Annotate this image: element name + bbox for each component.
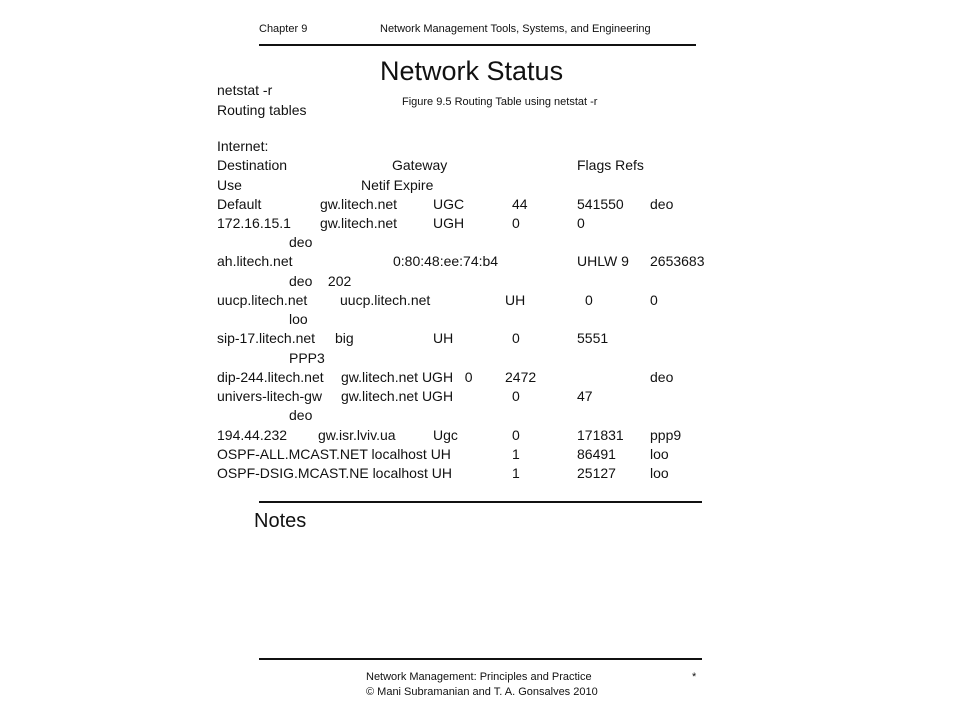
cell: 5551: [577, 330, 609, 346]
cell: deo: [289, 234, 313, 250]
header-rule: [259, 44, 696, 46]
cell: PPP3: [289, 350, 325, 366]
cell: UGC: [433, 196, 465, 212]
cell: OSPF-ALL.MCAST.NET localhost UH: [217, 446, 451, 462]
cell: dip-244.litech.net: [217, 369, 324, 385]
cell: UGH: [433, 215, 465, 231]
cell: ppp9: [650, 427, 682, 443]
internet-label: Internet:: [217, 138, 269, 154]
cell: UHLW 9: [577, 253, 629, 269]
cell: uucp.litech.net: [340, 292, 431, 308]
cell: Default: [217, 196, 262, 212]
cell: Ugc: [433, 427, 458, 443]
col-flags-refs: Flags Refs: [577, 157, 644, 173]
section-label: Network Management Tools, Systems, and Engineering: [380, 23, 651, 35]
command-label: netstat -r: [217, 82, 273, 98]
cell: gw.isr.lviv.ua: [318, 427, 396, 443]
cell: gw.litech.net: [320, 215, 398, 231]
subtitle-label: Routing tables: [217, 102, 307, 118]
notes-heading: Notes: [254, 510, 307, 532]
col-netif-expire: Netif Expire: [361, 177, 434, 193]
cell: UH: [433, 330, 454, 346]
cell: loo: [650, 465, 669, 481]
col-destination: Destination: [217, 157, 288, 173]
cell: gw.litech.net UGH: [341, 388, 454, 404]
figure-caption: Figure 9.5 Routing Table using netstat -r: [402, 96, 598, 108]
notes-top-rule: [259, 501, 702, 503]
cell: 0: [512, 330, 520, 346]
col-use: Use: [217, 177, 242, 193]
cell: 171831: [577, 427, 624, 443]
chapter-label: Chapter 9: [259, 23, 308, 35]
cell: deo: [289, 407, 313, 423]
cell: 541550: [577, 196, 624, 212]
cell: 172.16.15.1: [217, 215, 291, 231]
cell: deo: [650, 196, 674, 212]
cell: 86491: [577, 446, 616, 462]
cell: OSPF-DSIG.MCAST.NE localhost UH: [217, 465, 452, 481]
cell: 0: [512, 215, 520, 231]
col-gateway: Gateway: [392, 157, 448, 173]
cell: 0: [585, 292, 593, 308]
cell: UH: [505, 292, 526, 308]
footer-rule: [259, 658, 702, 660]
footer-mark: *: [692, 671, 697, 683]
cell: 47: [577, 388, 593, 404]
footer-line-1: Network Management: Principles and Practice: [366, 671, 592, 683]
cell: deo 202: [289, 273, 352, 289]
cell: 1: [512, 446, 520, 462]
cell: gw.litech.net UGH 0: [341, 369, 473, 385]
cell: gw.litech.net: [320, 196, 398, 212]
cell: sip-17.litech.net: [217, 330, 316, 346]
cell: 0:80:48:ee:74:b4: [393, 253, 499, 269]
cell: 0: [650, 292, 658, 308]
cell: loo: [289, 311, 308, 327]
cell: univers-litech-gw: [217, 388, 323, 404]
cell: ah.litech.net: [217, 253, 293, 269]
cell: 0: [512, 388, 520, 404]
footer-line-2: © Mani Subramanian and T. A. Gonsalves 2010: [366, 686, 598, 698]
cell: 1: [512, 465, 520, 481]
cell: 0: [577, 215, 585, 231]
cell: deo: [650, 369, 674, 385]
cell: 2472: [505, 369, 537, 385]
cell: uucp.litech.net: [217, 292, 308, 308]
cell: 25127: [577, 465, 616, 481]
cell: 194.44.232: [217, 427, 288, 443]
cell: loo: [650, 446, 669, 462]
cell: 0: [512, 427, 520, 443]
page-title: Network Status: [380, 56, 564, 86]
cell: 44: [512, 196, 528, 212]
cell: 2653683: [650, 253, 705, 269]
cell: big: [335, 330, 354, 346]
